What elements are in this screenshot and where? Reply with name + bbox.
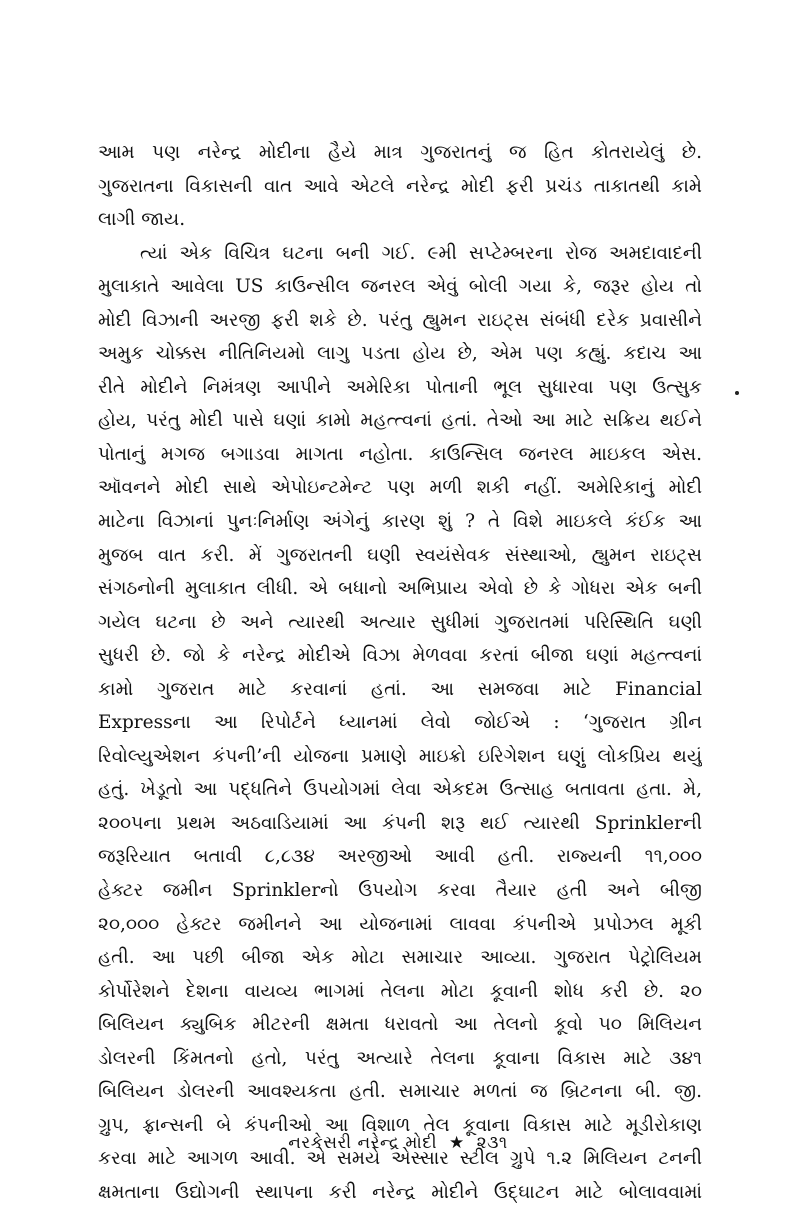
text-line: ક્ષમતાના ઉદ્યોગની સ્થાપના કરી નરેન્દ્ર મોદીને ઉદ્ઘાટન માટે બોલાવવામાં (98, 1181, 702, 1203)
page-number: ૨૩૧ (476, 1133, 508, 1153)
text-line: હોય, પરંતુ મોદી પાસે ઘણાં કામો મહત્ત્વનાં હતાં. તેઓ આ માટે સક્રિય થઈને (98, 410, 702, 432)
text-line: Expressના આ રિપોર્ટને ધ્યાનમાં લેવો જોઈએ : ‘ગુજરાત ગ્રીન (98, 712, 702, 734)
text-line: જરૂરિયાત બતાવી ૮,૮૩૪ અરજીઓ આવી હતી. રાજ્યની ૧૧,૦૦૦ (98, 846, 702, 868)
text-line: કામો ગુજરાત માટે કરવાનાં હતાં. આ સમજવા માટે Financial (98, 678, 702, 700)
text-line: હતી. આ પછી બીજા એક મોટા સમાચાર આવ્યા. ગુજરાત પેટ્રોલિયમ (98, 947, 702, 969)
text-line: લાગી જાય. (98, 209, 186, 231)
text-line: મુલાકાતે આવેલા US કાઉન્સીલ જનરલ એવું બોલી ગયા કે, જરૂર હોય તો (98, 276, 702, 298)
text-line: માટેના વિઝાનાં પુનઃનિર્માણ અંગેનું કારણ શું ? તે વિશે માઇકલે કંઈક આ (98, 511, 702, 533)
margin-dot (735, 391, 739, 395)
text-line: રીતે મોદીને નિમંત્રણ આપીને અમેરિકા પોતાની ભૂલ સુધારવા પણ ઉત્સુક (98, 376, 702, 398)
paragraph-1 (98, 136, 702, 237)
text-line: હેક્ટર જમીન Sprinklerનો ઉપયોગ કરવા તૈયાર હતી અને બીજી (98, 880, 702, 902)
running-title: નરકેસરી નરેન્દ્ર મોદી (288, 1133, 438, 1153)
text-line: મુજબ વાત કરી. મેં ગુજરાતની ઘણી સ્વયંસેવક સંસ્થાઓ, હ્યુમન રાઇટ્સ (98, 544, 702, 566)
text-line: ગયેલ ઘટના છે અને ત્યારથી અત્યાર સુધીમાં ગુજરાતમાં પરિસ્થિતિ ઘણી (98, 611, 702, 633)
text-line: અમુક ચોક્કસ નીતિનિયમો લાગુ પડતા હોય છે, એમ પણ કહ્યું. કદાચ આ (98, 343, 702, 365)
star-icon: ★ (448, 1133, 465, 1153)
text-line: પોતાનું મગજ બગાડવા માગતા નહોતા. કાઉન્સિલ જનરલ માઇકલ એસ. (98, 443, 702, 465)
text-line: બિલિયન ડોલરની આવશ્યકતા હતી. સમાચાર મળતાં જ બ્રિટનના બી. જી. (98, 1081, 702, 1103)
text-line: આમ પણ નરેન્દ્ર મોદીના હૈયે માત્ર ગુજરાતનું જ હિત કોતરાયેલું છે. (98, 142, 702, 163)
text-line: ૨૦૦૫ના પ્રથમ અઠવાડિયામાં આ કંપની શરૂ થઈ ત્યારથી Sprinklerની (98, 812, 702, 834)
page-footer (0, 1133, 796, 1153)
text-line: સુધરી છે. જો કે નરેન્દ્ર મોદીએ વિઝા મેળવવા કરતાં બીજા ઘણાં મહત્ત્વનાં (98, 645, 702, 667)
text-line: ડોલરની કિંમતનો હતો, પરંતુ અત્યારે તેલના કૂવાના વિકાસ માટે ૩૪૧ (98, 1047, 702, 1069)
text-line: ઑવનને મોદી સાથે એપોઇન્ટમેન્ટ પણ મળી શકી નહીં. અમેરિકાનું મોદી (98, 477, 702, 499)
text-line: હતું. ખેડૂતો આ પદ્ધતિને ઉપયોગમાં લેવા એકદમ ઉત્સાહ બતાવતા હતા. મે, (98, 779, 702, 801)
text-line: મોદી વિઝાની અરજી ફરી શકે છે. પરંતુ હ્યુમન રાઇટ્સ સંબંધી દરેક પ્રવાસીને (98, 309, 702, 331)
text-line: ગ્રુપ, ફ્રાન્સની બે કંપનીઓ આ વિશાળ તેલ કૂવાના વિકાસ માટે મૂડીરોકાણ (98, 1114, 702, 1136)
text-line: સંગઠનોની મુલાકાત લીધી. એ બધાનો અભિપ્રાય એવો છે કે ગોધરા એક બની (98, 578, 702, 600)
paragraph-2 (98, 237, 702, 1210)
page-body (98, 136, 702, 1210)
text-line: કોર્પોરેશને દેશના વાયવ્ય ભાગમાં તેલના મોટા કૂવાની શોધ કરી છે. ૨૦ (98, 980, 702, 1002)
text-line: ત્યાં એક વિચિત્ર ઘટના બની ગઈ. ૯મી સપ્ટેમ્બરના રોજ અમદાવાદની (140, 242, 702, 264)
text-line: ૨૦,૦૦૦ હેક્ટર જમીનને આ યોજનામાં લાવવા કંપનીએ પ્રપોઝલ મૂકી (98, 913, 702, 935)
text-line: કરવા માટે આગળ આવી. એ સમયે એસ્સાર સ્ટીલ ગ્રુપે ૧.૨ મિલિયન ટનની (98, 1148, 702, 1170)
text-line: બિલિયન ક્યુબિક મીટરની ક્ષમતા ધરાવતો આ તેલનો કૂવો ૫૦ મિલિયન (98, 1014, 702, 1036)
text-line: ગુજરાતના વિકાસની વાત આવે એટલે નરેન્દ્ર મોદી ફરી પ્રચંડ તાકાતથી કામે (98, 175, 702, 197)
text-line: રિવોલ્યુએશન કંપની’ની યોજના પ્રમાણે માઇક્રો ઇરિગેશન ઘણું લોકપ્રિય થયું (98, 745, 702, 767)
